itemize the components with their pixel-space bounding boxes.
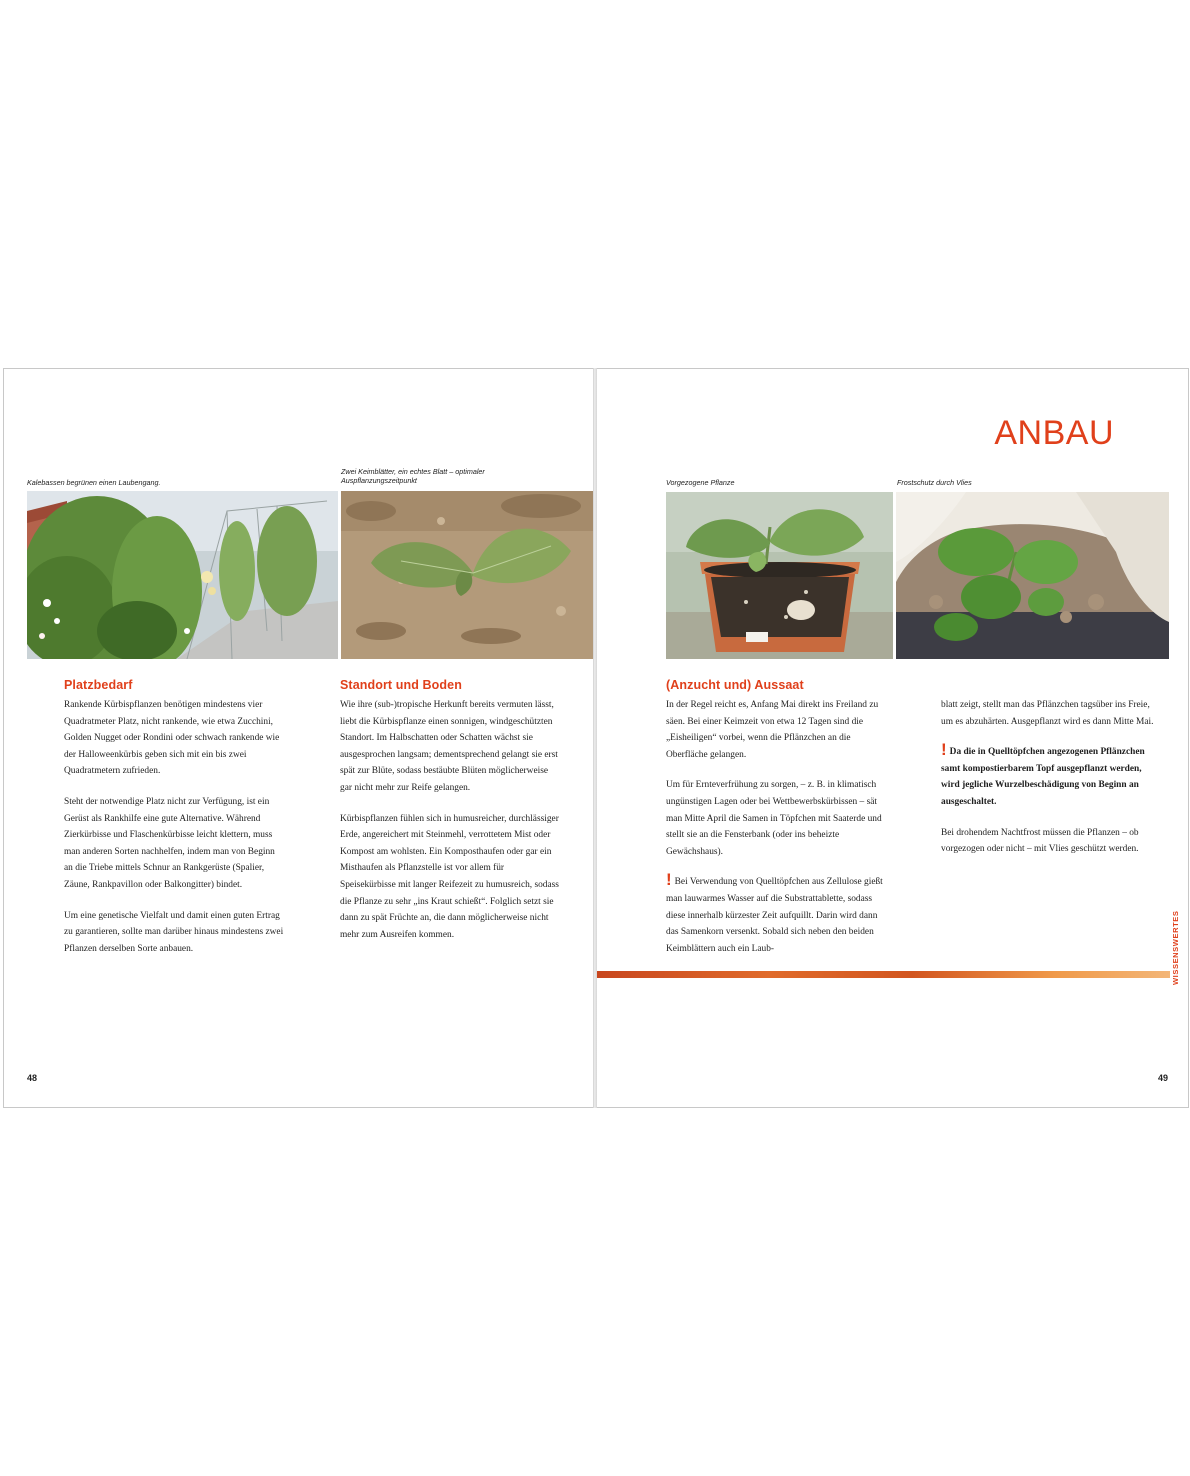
- page-number-right: 49: [1158, 1073, 1169, 1083]
- section-heading-aussaat: (Anzucht und) Aussaat: [666, 678, 804, 692]
- paragraph: Um eine genetische Vielfalt und damit einen guten Ertrag zu garantieren, sollte man darüber hinaus mindestens zwei Pflanzen derselben Sorte anbauen.: [64, 910, 284, 954]
- section-heading-platzbedarf: Platzbedarf: [64, 678, 133, 692]
- platzbedarf-text: [64, 697, 286, 971]
- paragraph: Wie ihre (sub-)tropische Herkunft bereits vermuten lässt, liebt die Kürbispflanze einen sonnigen, windgeschützten Standort. Im Halbschatten oder Schatten wächst sie ausgesprochen langsam; dementsprechend gelangt sie erst spät zur Blüte, sodass bestäubte Blüten möglicherweise gar nicht mehr zur Reife gelangen.: [340, 700, 558, 793]
- exclamation-icon: !: [666, 870, 672, 890]
- paragraph: Bei drohendem Nachtfrost müssen die Pflanzen – ob vorgezogen oder nicht – mit Vlies geschützt werden.: [941, 827, 1139, 855]
- chapter-title: ANBAU: [994, 414, 1114, 452]
- potted-seedling-photo: [666, 492, 893, 659]
- note-text: Da die in Quelltöpfchen angezogenen Pflänzchen samt kompostierbarem Topf ausgepflanzt werden, wird jegliche Wurzelbeschädigung von Beginn an ausgeschaltet.: [941, 747, 1145, 807]
- seedling-soil-photo: [341, 491, 593, 659]
- note-paragraph: [941, 740, 1155, 810]
- note-text: Bei Verwendung von Quelltöpfchen aus Zellulose gießt man lauwarmes Wasser auf die Substrattablette, sodass diese innerhalb kürzester Zeit aufquillt. Darin wird dann das Samenkorn versenkt. Sobald sich neben den beiden Keimblättern auch ein Laub-: [666, 877, 883, 954]
- aussaat-col2-text: [941, 697, 1155, 872]
- standort-text: [340, 697, 560, 957]
- paragraph: In der Regel reicht es, Anfang Mai direkt ins Freiland zu säen. Bei einer Keimzeit von etwa 12 Tagen sind die „Eisheiligen“ vorbei, wenn die Pflänzchen an die Oberfläche gelangen.: [666, 700, 879, 760]
- paragraph: Kürbispflanzen fühlen sich in humusreicher, durchlässiger Erde, angereichert mit Steinmehl, verrottetem Mist oder Kompost am wohlsten. Ein Komposthaufen oder gar ein Misthaufen als Pflanzstelle ist vor allem für Speisekürbisse mit langer Reifezeit zu humusreich, sodass die Pflanze zu sehr „ins Kraut schießt“. Folglich setzt sie dann zu spät Früchte an, die dann möglicherweise nicht mehr zum Ausreifen kommen.: [340, 813, 559, 940]
- section-heading-standort: Standort und Boden: [340, 678, 462, 692]
- side-label: WISSENSWERTES: [1171, 910, 1180, 985]
- photo-caption-1: Kalebassen begrünen einen Laubengang.: [27, 478, 161, 487]
- note-paragraph: [666, 870, 888, 957]
- aussaat-col1-text: [666, 697, 888, 971]
- paragraph: Rankende Kürbispflanzen benötigen mindestens vier Quadratmeter Platz, nicht rankende, wie etwa Zucchini, Golden Nugget oder Rondini oder schwach rankende wie der Halloweenkürbis geben sich mit ein bis zwei Quadratmetern zufrieden.: [64, 700, 280, 777]
- paragraph: Um für Ernteverfrühung zu sorgen, – z. B. in klimatisch ungünstigen Lagen oder bei Wettbewerbskürbissen – sät man Mitte April die Samen in Töpfchen mit Saaterde und stellt sie an die Fensterbank (oder ins beheizte Gewächshaus).: [666, 780, 882, 857]
- photo-caption-4: Frostschutz durch Vlies: [897, 478, 972, 487]
- page-number-left: 48: [27, 1073, 38, 1083]
- photo-caption-3: Vorgezogene Pflanze: [666, 478, 735, 487]
- paragraph: blatt zeigt, stellt man das Pflänzchen tagsüber ins Freie, um es abzuhärten. Ausgepflanzt wird es dann Mitte Mai.: [941, 700, 1154, 727]
- accent-band: [597, 971, 1170, 978]
- photo-caption-2: Zwei Keimblätter, ein echtes Blatt – optimaler Auspflanzungszeitpunkt: [341, 467, 485, 485]
- fleece-covered-plant-photo: [896, 492, 1169, 659]
- paragraph: Steht der notwendige Platz nicht zur Verfügung, ist ein Gerüst als Rankhilfe eine gute Alternative. Während Zierkürbisse und Flaschenkürbisse leicht klettern, muss man anderen Sorten nachhelfen, indem man von Beginn an die Triebe mittels Schnur an Rankgerüste (Spalier, Zäune, Rankpavillon oder Balkongitter) bindet.: [64, 796, 275, 890]
- exclamation-icon: !: [941, 740, 947, 760]
- book-gutter: [593, 368, 597, 1108]
- garden-archway-photo: [27, 491, 338, 659]
